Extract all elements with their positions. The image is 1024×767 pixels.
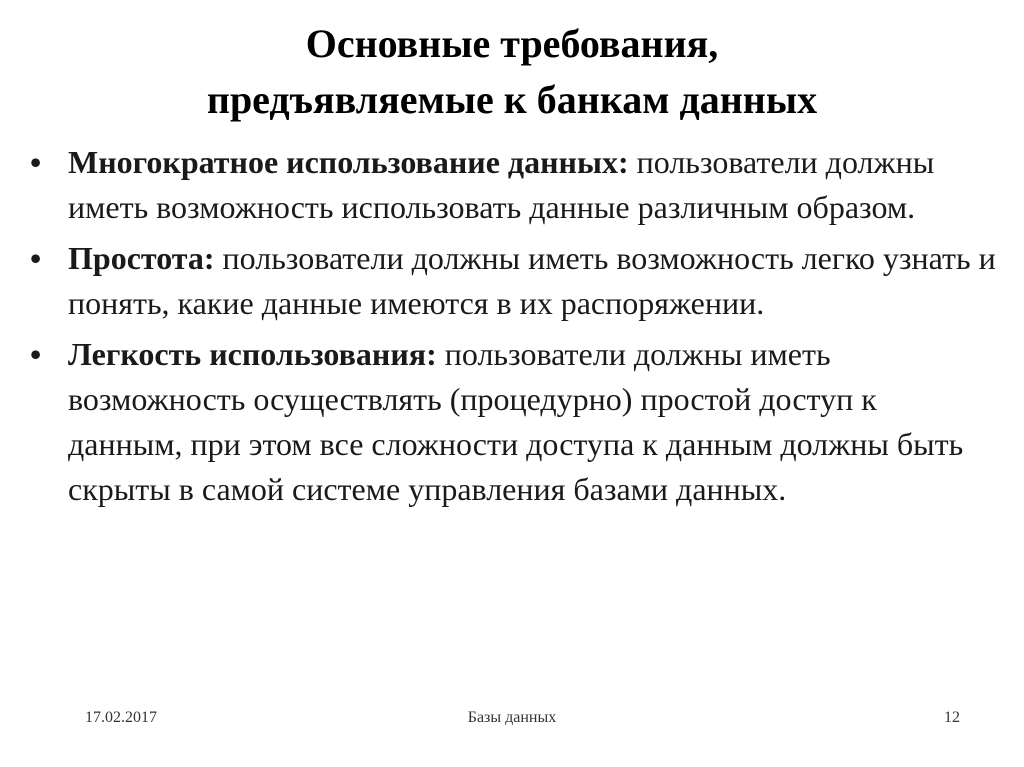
bullet-term: Простота: — [68, 240, 215, 276]
requirements-list — [28, 140, 998, 518]
bullet-icon: • — [30, 144, 42, 180]
footer-title: Базы данных — [467, 709, 557, 726]
bullet-text: пользователи должны иметь возможность использовать данные различным образом. — [68, 144, 935, 225]
slide-title-line-1: Основные требования, — [305, 21, 719, 66]
page-number: 12 — [944, 709, 960, 726]
slide-title-line-2: предъявляемые к банкам данных — [206, 77, 818, 122]
slide-title — [0, 16, 1024, 128]
bullet-icon: • — [30, 240, 42, 276]
list-item-simplicity — [28, 236, 998, 326]
bullet-term: Легкость использования: — [68, 336, 437, 372]
list-item-ease-of-use — [28, 332, 998, 512]
list-item-reuse — [28, 140, 998, 230]
footer-date: 17.02.2017 — [85, 709, 157, 726]
bullet-term: Многократное использование данных: — [68, 144, 629, 180]
bullet-text: пользователи должны иметь возможность легко узнать и понять, какие данные имеются в их распоряжении. — [68, 240, 996, 321]
bullet-icon: • — [30, 336, 42, 372]
bullet-text: пользователи должны иметь возможность осуществлять (процедурно) простой доступ к данным, при этом все сложности доступа к данным должны быть скрыты в самой системе управления базами данных. — [68, 336, 964, 507]
